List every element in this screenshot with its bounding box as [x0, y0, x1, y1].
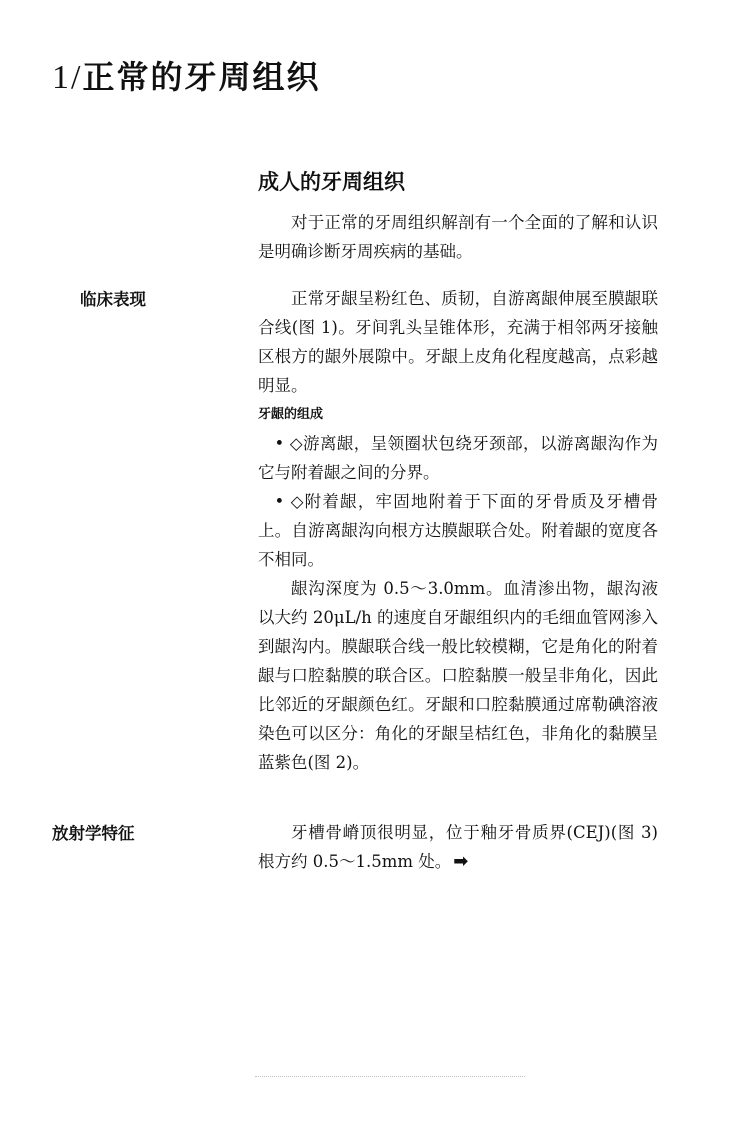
radiographic-paragraph	[258, 818, 658, 876]
clinical-label: 临床表现	[80, 290, 146, 309]
clinical-paragraph-1: 正常牙龈呈粉红色、质韧，自游离龈伸展至膜龈联合线(图 1)。牙间乳头呈锥体形，充满于相邻两牙接触区根方的龈外展隙中。牙龈上皮角化程度越高，点彩越明显。	[258, 289, 658, 395]
chapter-number: 1/	[52, 59, 83, 96]
intro-block	[258, 208, 658, 266]
chapter-title	[52, 52, 320, 98]
gingiva-subheading: 牙龈的组成	[258, 407, 324, 422]
continue-arrow-icon: ➡	[453, 851, 469, 872]
radiographic-text: 牙槽骨嵴顶很明显，位于釉牙骨质界(CEJ)(图 3)根方约 0.5～1.5mm 处。	[258, 823, 658, 871]
clinical-paragraph-2: 龈沟深度为 0.5～3.0mm。血清渗出物，龈沟液以大约 20μL/h 的速度自牙龈组织内的毛细血管网渗入到龈沟内。膜龈联合线一般比较模糊，它是角化的附着龈与口腔黏膜的联合区。口腔黏膜一般呈非角化，因此比邻近的牙龈颜色红。牙龈和口腔黏膜通过席勒碘溶液染色可以区分：角化的牙龈呈桔红色，非角化的黏膜呈蓝紫色(图 2)。	[258, 579, 658, 772]
bullet-free-gingiva: • ◇游离龈，呈领圈状包绕牙颈部，以游离龈沟作为它与附着龈之间的分界。	[258, 434, 658, 482]
clinical-block	[258, 284, 658, 777]
radiographic-label: 放射学特征	[52, 824, 135, 843]
chapter-title-text: 正常的牙周组织	[82, 58, 321, 96]
radiographic-block	[258, 818, 658, 876]
intro-paragraph: 对于正常的牙周组织解剖有一个全面的了解和认识是明确诊断牙周疾病的基础。	[258, 213, 658, 261]
section-heading: 成人的牙周组织	[258, 170, 405, 194]
footer-faint-text	[255, 1076, 525, 1081]
bullet-attached-gingiva: • ◇附着龈，牢固地附着于下面的牙骨质及牙槽骨上。自游离龈沟向根方达膜龈联合处。附着龈的宽度各不相同。	[258, 492, 658, 569]
